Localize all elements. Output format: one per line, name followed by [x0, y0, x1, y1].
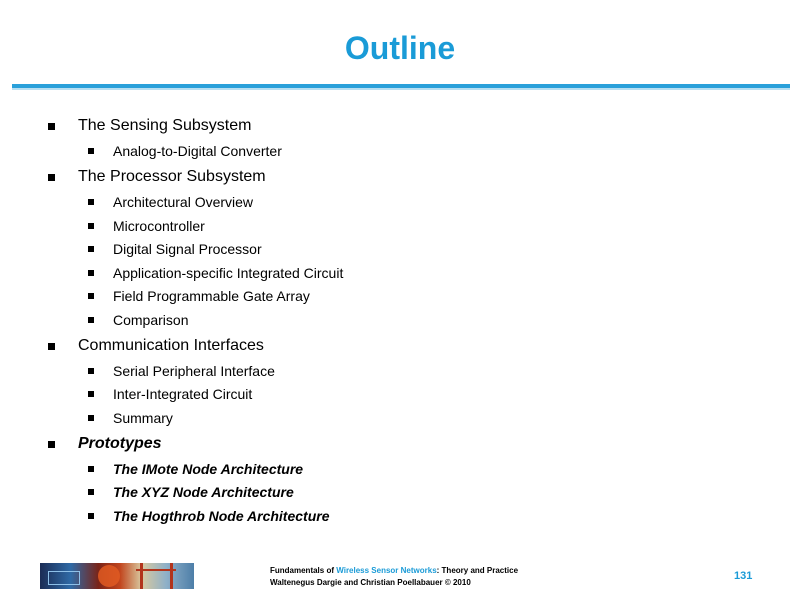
square-bullet-icon [48, 441, 55, 448]
square-bullet-icon [88, 270, 94, 276]
eye-graphic [98, 565, 120, 587]
square-bullet-icon [88, 415, 94, 421]
outline-item-text: Inter-Integrated Circuit [113, 386, 253, 402]
outline-item-text: Summary [113, 409, 173, 426]
square-bullet-icon [48, 174, 55, 181]
outline-item-text: Application-specific Integrated Circuit [113, 264, 344, 281]
bridge-tower-graphic [140, 563, 143, 589]
square-bullet-icon [88, 317, 94, 323]
square-bullet-icon [88, 223, 94, 229]
square-bullet-icon [88, 368, 94, 374]
square-bullet-icon [48, 123, 55, 130]
outline-item-text: The Hogthrob Node Architecture [113, 507, 330, 524]
outline-item-text: Prototypes [78, 434, 162, 452]
outline-item-text: Analog-to-Digital Converter [113, 143, 282, 159]
footer-credits [270, 565, 518, 589]
outline-item-text: Serial Peripheral Interface [113, 362, 275, 379]
outline-item-text: Field Programmable Gate Array [113, 288, 310, 304]
footer-line-2: Waltenegus Dargie and Christian Poellabauer © 2010 [270, 578, 471, 587]
square-bullet-icon [88, 148, 94, 154]
square-bullet-icon [88, 513, 94, 519]
outline-item-text: The XYZ Node Architecture [113, 484, 294, 500]
outline-item-text: The Processor Subsystem [78, 168, 266, 185]
outline-item-text: Communication Interfaces [78, 336, 264, 354]
outline-item-text: The IMote Node Architecture [113, 460, 304, 477]
square-bullet-icon [88, 246, 94, 252]
outline-item-text: Microcontroller [113, 217, 205, 234]
footer-line-1: Fundamentals of Wireless Sensor Networks: Theory and Practice [270, 566, 519, 575]
slide-title: Outline [344, 30, 456, 66]
square-bullet-icon [88, 391, 94, 397]
outline-item-text: Comparison [113, 311, 189, 328]
bridge-tower-graphic [170, 563, 173, 589]
footer-highlight: Wireless Sensor Networks [336, 566, 437, 575]
square-bullet-icon [88, 489, 94, 495]
square-bullet-icon [48, 343, 55, 350]
title-divider [12, 84, 790, 90]
square-bullet-icon [88, 199, 94, 205]
square-bullet-icon [88, 293, 94, 299]
square-bullet-icon [88, 466, 94, 472]
outline-item-text: The Sensing Subsystem [78, 117, 252, 134]
page-number: 131 [734, 570, 753, 582]
circuit-graphic [48, 571, 80, 585]
outline-item-text: Digital Signal Processor [113, 241, 262, 257]
footer-banner-image [40, 563, 194, 589]
outline-item-text: Architectural Overview [113, 194, 254, 210]
